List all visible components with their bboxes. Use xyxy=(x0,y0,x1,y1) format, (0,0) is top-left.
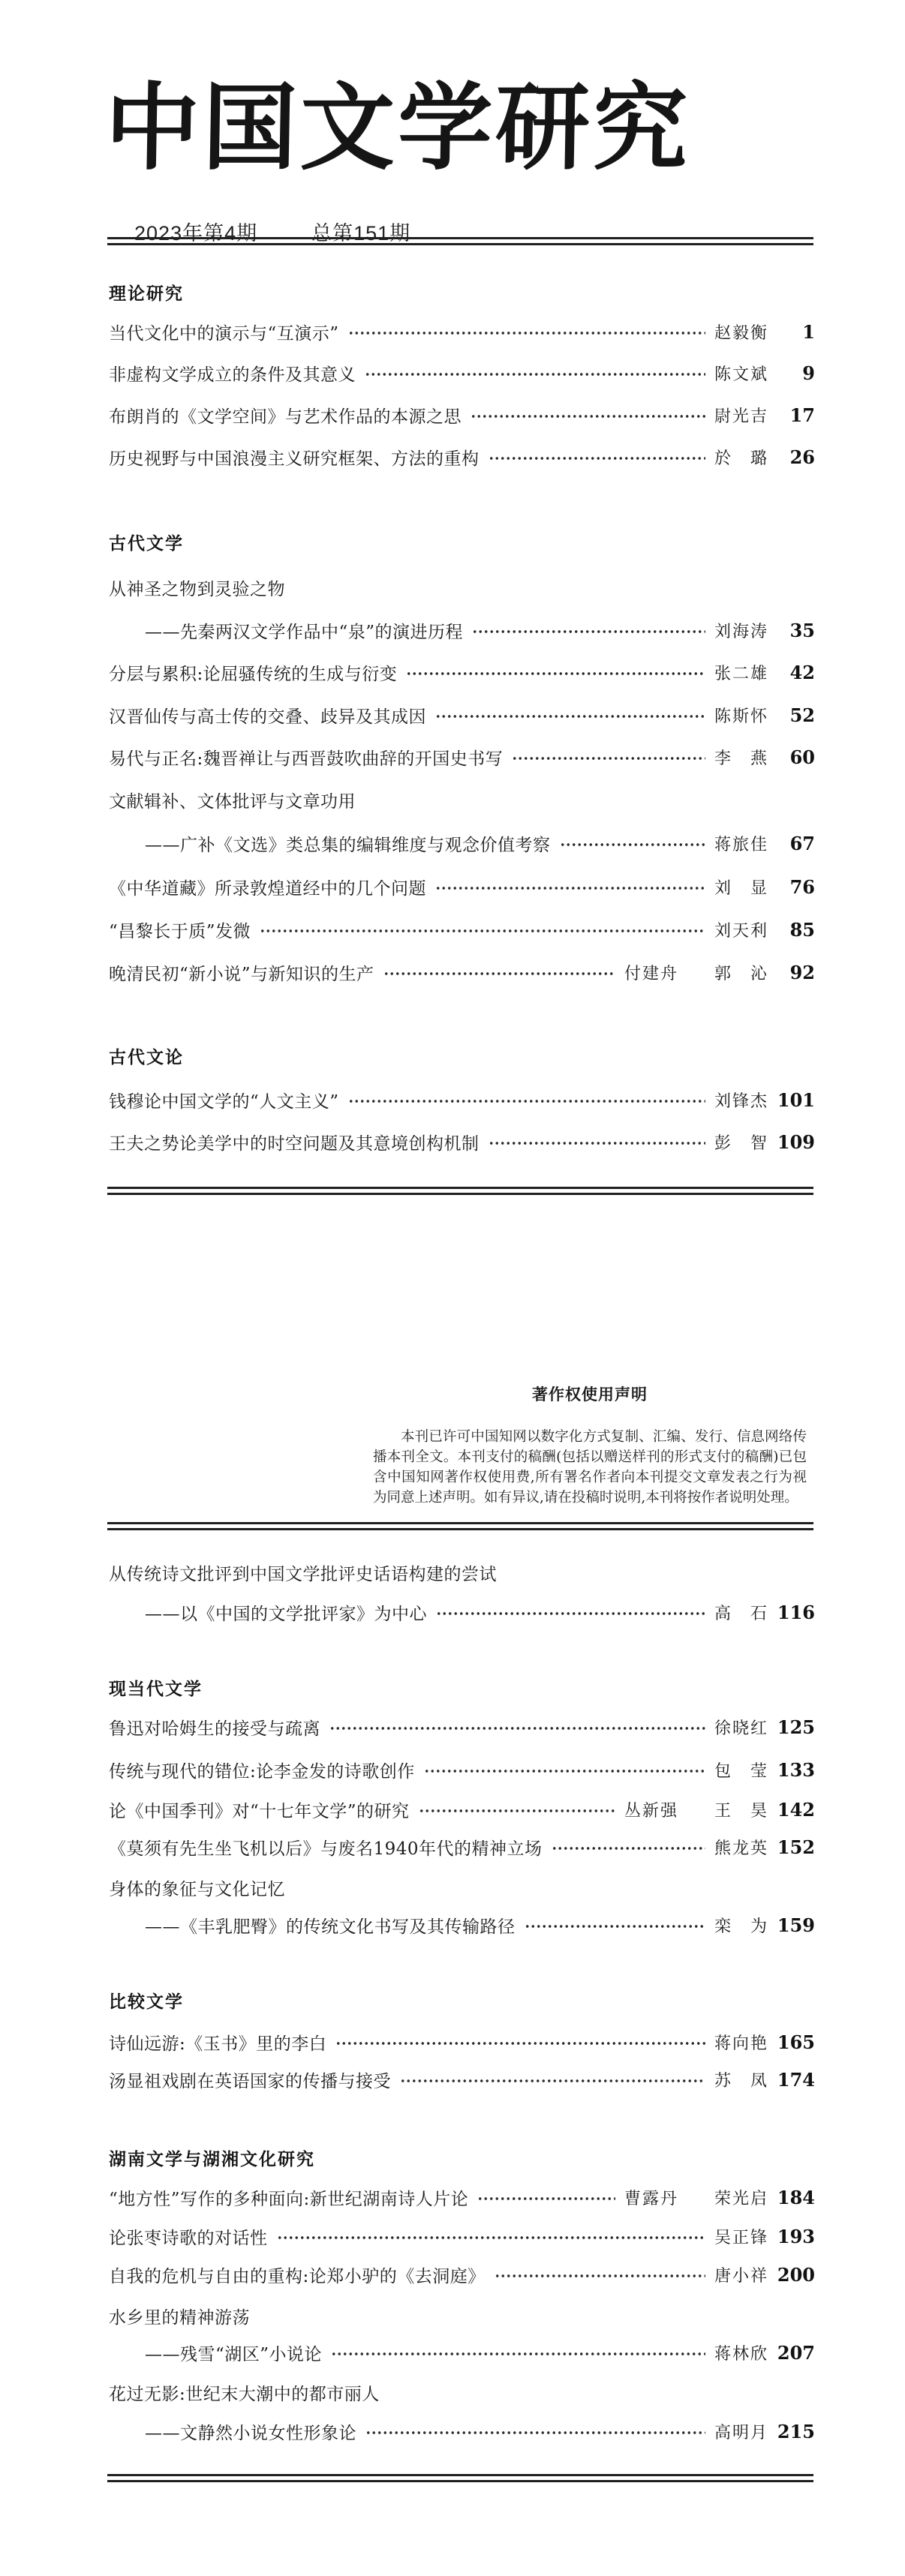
entry-title: 从神圣之物到灵验之物 xyxy=(109,579,285,599)
entry-title: 身体的象征与文化记忆 xyxy=(109,1879,285,1899)
dot-leader xyxy=(477,2184,615,2210)
issue-info xyxy=(109,194,410,269)
toc-entry-subtitle xyxy=(109,2340,815,2365)
dot-leader xyxy=(419,1797,615,1822)
section-header-label: 比较文学 xyxy=(109,1991,184,2011)
dot-leader xyxy=(383,959,615,985)
toc-entry xyxy=(109,2379,815,2405)
entry-author: 苏 凤 xyxy=(714,2071,768,2091)
entry-page: 9 xyxy=(802,362,815,384)
entry-title: 水乡里的精神游荡 xyxy=(109,2307,250,2328)
dot-leader xyxy=(424,1757,705,1782)
toc-entry xyxy=(109,360,815,386)
entry-author: 陈斯怀 xyxy=(714,707,768,726)
toc-entry xyxy=(109,402,815,428)
entry-page: 85 xyxy=(789,918,815,941)
entry-title: 汉晋仙传与高士传的交叠、歧异及其成因 xyxy=(109,707,426,727)
entry-author: 蒋林欣 xyxy=(714,2344,768,2364)
section-header-lilunyanjiu xyxy=(109,279,815,305)
section-header-label: 现当代文学 xyxy=(109,1678,203,1698)
dot-leader xyxy=(348,319,705,344)
entry-title: ——广补《文选》类总集的编辑维度与观念价值考察 xyxy=(145,835,551,855)
dot-leader xyxy=(552,1834,705,1860)
toc-entry xyxy=(109,874,815,899)
entry-title: 布朗肖的《文学空间》与艺术作品的本源之思 xyxy=(109,407,462,427)
entry-title: 分层与累积:论屈骚传统的生成与衍变 xyxy=(109,664,398,684)
entry-title: 当代文化中的演示与“互演示” xyxy=(109,323,339,344)
entry-page: 142 xyxy=(777,1798,815,1821)
toc-entry xyxy=(109,2303,815,2328)
toc-entry xyxy=(109,1714,815,1740)
entry-author: 蒋向艳 xyxy=(714,2034,768,2053)
entry-page: 42 xyxy=(789,661,815,683)
divider-rule xyxy=(107,237,813,245)
dot-leader xyxy=(365,2418,705,2444)
toc-entry xyxy=(109,1757,815,1782)
dot-leader xyxy=(472,617,705,643)
entry-page: 165 xyxy=(777,2031,815,2053)
entry-author: 张二雄 xyxy=(714,664,768,683)
divider-rule xyxy=(107,1522,813,1530)
dot-leader xyxy=(436,1599,705,1625)
entry-title: 历史视野与中国浪漫主义研究框架、方法的重构 xyxy=(109,449,480,469)
dot-leader xyxy=(560,830,705,856)
entry-author: 赵毅衡 xyxy=(714,323,768,343)
entry-author: 刘锋杰 xyxy=(714,1091,768,1111)
entry-page: 184 xyxy=(777,2186,815,2208)
entry-title: 汤显祖戏剧在英语国家的传播与接受 xyxy=(109,2071,391,2091)
toc-entry-subtitle xyxy=(109,1912,815,1938)
copyright-body: 本刊已许可中国知网以数字化方式复制、汇编、发行、信息网络传播本刊全文。本刊支付的稿酬(包括以赠送样刊的形式支付的稿酬)已包含中国知网著作权使用费,所有署名作者向本刊提交文章发表之行为视为同意上述声明。如有异议,请在投稿时说明,本刊将按作者说明处理。 xyxy=(373,1429,807,1506)
section-header-hunanwenxue xyxy=(109,2145,815,2170)
entry-author: 於 璐 xyxy=(714,449,768,468)
section-header-gudaiwenxue xyxy=(109,529,815,554)
entry-title: ——《丰乳肥臀》的传统文化书写及其传输路径 xyxy=(145,1917,516,1937)
dot-leader xyxy=(495,2262,705,2287)
toc-entry xyxy=(109,444,815,470)
toc-entry xyxy=(109,702,815,728)
dot-leader xyxy=(335,2029,705,2055)
entry-title: 从传统诗文批评到中国文学批评史话语构建的尝试 xyxy=(109,1564,497,1584)
dot-leader xyxy=(348,1087,705,1112)
entry-page: 17 xyxy=(789,404,815,426)
entry-page: 152 xyxy=(777,1836,815,1858)
dot-leader xyxy=(489,444,705,470)
entry-title: ——以《中国的文学批评家》为中心 xyxy=(145,1604,427,1624)
toc-entry xyxy=(109,2223,815,2249)
entry-title: ——先秦两汉文学作品中“泉”的演进历程 xyxy=(145,622,464,642)
toc-entry xyxy=(109,1560,815,1585)
dot-leader xyxy=(435,874,705,899)
entry-title: 文献辑补、文体批评与文章功用 xyxy=(109,791,356,812)
entry-page: 26 xyxy=(789,446,815,468)
entry-title: 鲁迅对哈姆生的接受与疏离 xyxy=(109,1719,320,1739)
entry-title: ——残雪“湖区”小说论 xyxy=(145,2344,323,2364)
entry-page: 116 xyxy=(777,1601,815,1623)
entry-title: 论张枣诗歌的对话性 xyxy=(109,2228,268,2248)
entry-title: “地方性”写作的多种面向:新世纪湖南诗人片论 xyxy=(109,2189,469,2209)
entry-page: 125 xyxy=(777,1716,815,1738)
toc-entry xyxy=(109,319,815,344)
entry-author: 徐晓红 xyxy=(714,1719,768,1738)
entry-page: 109 xyxy=(777,1130,815,1153)
entry-author: 刘天利 xyxy=(714,921,768,941)
entry-page: 101 xyxy=(777,1088,815,1111)
entry-author: 熊龙英 xyxy=(714,1839,768,1858)
dot-leader xyxy=(512,744,705,770)
toc-entry xyxy=(109,1129,815,1154)
section-header-gudaiwenlun xyxy=(109,1043,815,1068)
entry-title: 王夫之势论美学中的时空问题及其意境创构机制 xyxy=(109,1133,480,1154)
section-header-xiandangdaiwenxue xyxy=(109,1674,815,1700)
entry-page: 60 xyxy=(789,746,815,768)
dot-leader xyxy=(406,659,705,685)
section-header-label: 古代文论 xyxy=(109,1046,184,1067)
copyright-notice xyxy=(373,1386,807,1508)
issue-number: 2023年第4期 xyxy=(134,222,258,245)
entry-author: 刘 显 xyxy=(714,878,768,898)
dot-leader xyxy=(400,2067,705,2092)
entry-title: 自我的危机与自由的重构:论郑小驴的《去洞庭》 xyxy=(109,2266,486,2286)
dot-leader xyxy=(489,1129,705,1154)
toc-entry xyxy=(109,575,815,600)
total-issue-number: 总第151期 xyxy=(311,222,411,245)
dot-leader xyxy=(471,402,705,428)
toc-entry xyxy=(109,659,815,685)
toc-entry-subtitle xyxy=(109,830,815,856)
entry-page: 35 xyxy=(789,619,815,641)
toc-entry xyxy=(109,744,815,770)
entry-title: 晚清民初“新小说”与新知识的生产 xyxy=(109,964,374,984)
entry-title: 花过无影:世纪末大潮中的都市丽人 xyxy=(109,2384,380,2404)
entry-title: “昌黎长于质”发微 xyxy=(109,921,251,941)
entry-page: 67 xyxy=(789,832,815,854)
entry-author: 尉光吉 xyxy=(714,407,768,426)
entry-title: ——文静然小说女性形象论 xyxy=(145,2423,356,2443)
dot-leader xyxy=(365,360,705,386)
entry-title: 钱穆论中国文学的“人文主义” xyxy=(109,1091,339,1112)
entry-author: 付建舟 郭 沁 xyxy=(624,964,768,983)
toc-entry-subtitle xyxy=(109,2418,815,2444)
toc-entry xyxy=(109,787,815,812)
entry-author: 彭 智 xyxy=(714,1133,768,1153)
toc-entry xyxy=(109,1834,815,1860)
journal-title: 中国文学研究 xyxy=(104,72,692,183)
section-header-label: 理论研究 xyxy=(109,283,184,303)
entry-author: 栾 为 xyxy=(714,1917,768,1936)
entry-page: 52 xyxy=(789,704,815,726)
section-header-label: 古代文学 xyxy=(109,533,184,553)
entry-title: 《中华道藏》所录敦煌道经中的几个问题 xyxy=(109,878,426,899)
entry-author: 刘海涛 xyxy=(714,622,768,641)
divider-rule xyxy=(107,1187,813,1195)
copyright-title: 著作权使用声明 xyxy=(532,1386,648,1404)
entry-page: 193 xyxy=(777,2225,815,2247)
dot-leader xyxy=(329,1714,705,1740)
dot-leader xyxy=(435,702,705,728)
entry-page: 76 xyxy=(789,875,815,898)
dot-leader xyxy=(331,2340,705,2365)
dot-leader xyxy=(260,917,705,942)
entry-author: 丛新强 王 昊 xyxy=(624,1801,768,1821)
entry-author: 曹露丹 荣光启 xyxy=(624,2189,768,2208)
entry-page: 215 xyxy=(777,2420,815,2442)
entry-title: 非虚构文学成立的条件及其意义 xyxy=(109,365,356,385)
toc-entry xyxy=(109,917,815,942)
entry-author: 蒋旅佳 xyxy=(714,835,768,854)
entry-page: 1 xyxy=(802,320,815,343)
entry-title: 论《中国季刊》对“十七年文学”的研究 xyxy=(109,1801,410,1821)
entry-page: 200 xyxy=(777,2263,815,2286)
entry-page: 174 xyxy=(777,2068,815,2091)
toc-entry xyxy=(109,1875,815,1900)
entry-author: 陈文斌 xyxy=(714,365,768,384)
entry-title: 《莫须有先生坐飞机以后》与废名1940年代的精神立场 xyxy=(109,1839,543,1859)
entry-author: 吴正锋 xyxy=(714,2228,768,2247)
entry-title: 易代与正名:魏晋禅让与西晋鼓吹曲辞的开国史书写 xyxy=(109,749,504,769)
toc-entry xyxy=(109,1797,815,1822)
entry-page: 92 xyxy=(789,961,815,983)
entry-author: 包 莹 xyxy=(714,1761,768,1781)
toc-entry xyxy=(109,2262,815,2287)
entry-page: 207 xyxy=(777,2341,815,2364)
entry-title: 传统与现代的错位:论李金发的诗歌创作 xyxy=(109,1761,415,1782)
toc-entry xyxy=(109,2184,815,2210)
entry-title: 诗仙远游:《玉书》里的李白 xyxy=(109,2034,327,2054)
toc-entry xyxy=(109,2029,815,2055)
entry-author: 李 燕 xyxy=(714,749,768,768)
toc-entry-subtitle xyxy=(109,617,815,643)
dot-leader xyxy=(277,2223,705,2249)
toc-entry xyxy=(109,959,815,985)
section-header-bijiaowenxue xyxy=(109,1987,815,2013)
toc-entry-subtitle xyxy=(109,1599,815,1625)
entry-author: 高 石 xyxy=(714,1604,768,1623)
entry-author: 唐小祥 xyxy=(714,2266,768,2286)
section-header-label: 湖南文学与湖湘文化研究 xyxy=(109,2148,315,2169)
toc-entry xyxy=(109,2067,815,2092)
entry-page: 133 xyxy=(777,1758,815,1781)
entry-author: 高明月 xyxy=(714,2423,768,2442)
entry-page: 159 xyxy=(777,1914,815,1936)
dot-leader xyxy=(525,1912,705,1938)
divider-rule xyxy=(107,2474,813,2482)
toc-entry xyxy=(109,1087,815,1112)
